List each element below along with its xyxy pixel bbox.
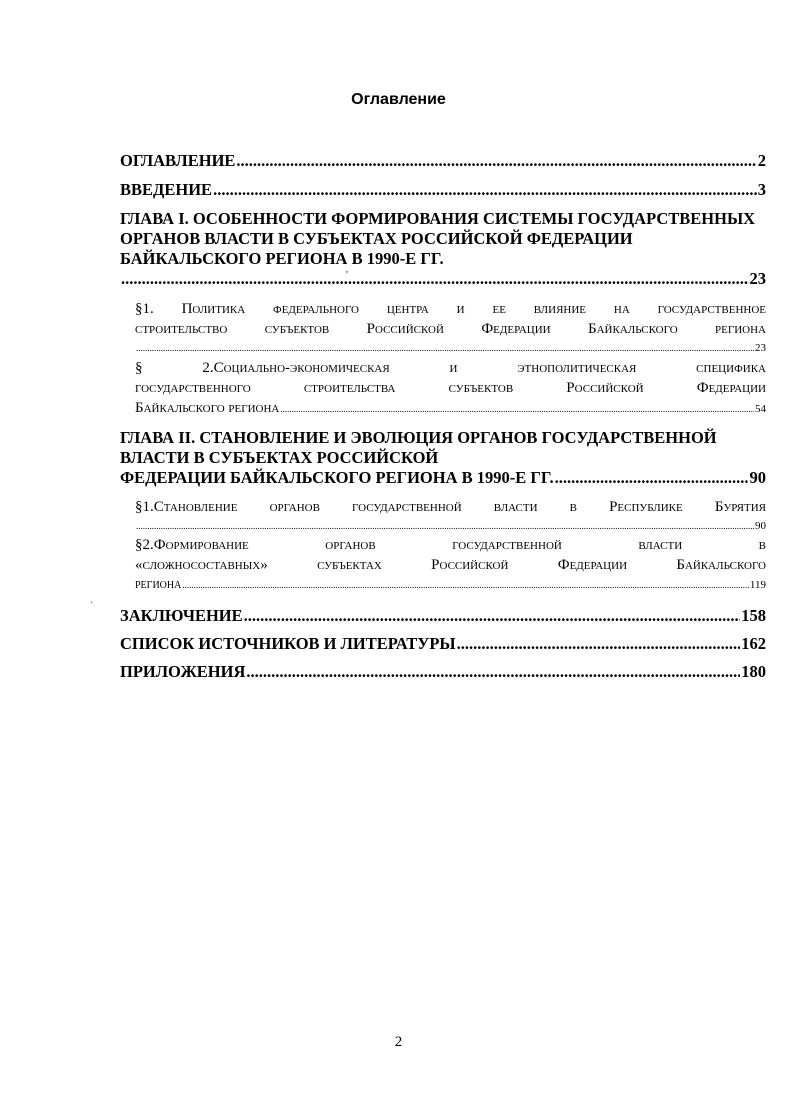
dot-leader bbox=[121, 269, 749, 289]
toc-entry-zaklyuchenie[interactable] bbox=[120, 606, 766, 626]
section-title-line-1: § 2.Социально-экономическая и этнополитическая специфика bbox=[135, 360, 766, 376]
dot-leader bbox=[280, 399, 754, 419]
toc-entry-page: 119 bbox=[749, 579, 766, 591]
chapter-2-title-line-1: ГЛАВА II. СТАНОВЛЕНИЕ И ЭВОЛЮЦИЯ ОРГАНОВ bbox=[120, 428, 538, 447]
section-title-line-2: «сложносоставных» субъектах Российской Федерации Байкальского bbox=[135, 557, 766, 573]
toc-entry-oglavlenie[interactable] bbox=[120, 151, 766, 171]
toc-entry-label: ПРИЛОЖЕНИЯ bbox=[120, 662, 246, 681]
dot-leader bbox=[244, 606, 741, 626]
toc-entry-page: 2 bbox=[757, 151, 766, 170]
toc-entry-ch1-section-2[interactable] bbox=[135, 358, 766, 418]
toc-entry-ch2-section-1[interactable] bbox=[135, 497, 766, 533]
dot-leader bbox=[136, 519, 754, 533]
chapter-1-title-line-2: ГОСУДАРСТВЕННЫХ ОРГАНОВ ВЛАСТИ В СУБЪЕКТАХ bbox=[120, 209, 756, 248]
toc-entry-vvedenie[interactable] bbox=[120, 180, 766, 200]
toc-entry-ch2-section-2[interactable] bbox=[135, 535, 766, 595]
dot-leader bbox=[136, 341, 754, 355]
dot-leader bbox=[457, 634, 741, 654]
section-title-line-3: Байкальского региона bbox=[135, 400, 280, 416]
toc-entry-page: 23 bbox=[749, 269, 766, 288]
toc-entry-spisok[interactable] bbox=[120, 634, 766, 654]
dot-leader bbox=[246, 662, 740, 682]
section-title-line-3: региона bbox=[135, 577, 182, 592]
chapter-2-title-line-3: ФЕДЕРАЦИИ БАЙКАЛЬСКОГО РЕГИОНА В 1990-Е ГГ. bbox=[120, 468, 554, 487]
toc-entry-page: 3 bbox=[757, 180, 766, 199]
chapter-1-title-line-3: РОССИЙСКОЙ ФЕДЕРАЦИИ БАЙКАЛЬСКОГО РЕГИОНА В 1990-Е ГГ. bbox=[120, 229, 633, 268]
toc-entry-label: ОГЛАВЛЕНИЕ bbox=[120, 151, 236, 170]
section-title-line-2: государственного строительства субъектов Российской Федерации bbox=[135, 380, 766, 396]
dot-leader bbox=[236, 151, 756, 171]
toc-entry-page: 162 bbox=[741, 634, 766, 653]
dot-leader bbox=[555, 468, 749, 488]
toc-entry-label: СПИСОК ИСТОЧНИКОВ И ЛИТЕРАТУРЫ bbox=[120, 634, 456, 653]
toc-entry-page: 90 bbox=[755, 520, 766, 532]
toc-entry-page: 54 bbox=[755, 403, 766, 415]
scan-speck: · bbox=[90, 598, 94, 609]
toc-entry-page: 158 bbox=[741, 606, 766, 625]
section-title-line-1: §1.Становление органов государственной власти в Республике Бурятия bbox=[135, 499, 766, 515]
section-title-line-2: строительство субъектов Российской Федерации Байкальского региона bbox=[135, 321, 766, 337]
toc-entry-ch1-section-1[interactable] bbox=[135, 299, 766, 355]
toc-entry-chapter-2[interactable] bbox=[120, 428, 766, 488]
page-number: 2 bbox=[394, 1034, 403, 1050]
toc-entry-page: 180 bbox=[741, 662, 766, 681]
toc-entry-label: ВВЕДЕНИЕ bbox=[120, 180, 213, 199]
toc-entry-page: 23 bbox=[755, 342, 766, 354]
chapter-1-title-line-1: ГЛАВА I. ОСОБЕННОСТИ ФОРМИРОВАНИЯ СИСТЕМЫ bbox=[120, 209, 574, 228]
chapter-2-title-line-2: ГОСУДАРСТВЕННОЙ ВЛАСТИ В СУБЪЕКТАХ РОССИЙСКОЙ bbox=[120, 428, 717, 467]
dot-leader bbox=[182, 575, 749, 595]
toc-entry-page: 90 bbox=[749, 468, 766, 487]
page-title: Оглавление bbox=[351, 91, 446, 108]
toc-entry-chapter-1[interactable] bbox=[120, 209, 766, 289]
toc-entry-prilozheniya[interactable] bbox=[120, 662, 766, 682]
section-title-line-1: §2.Формирование органов государственной власти в bbox=[135, 537, 766, 553]
dot-leader bbox=[213, 180, 757, 200]
toc-entry-label: ЗАКЛЮЧЕНИЕ bbox=[120, 606, 243, 625]
section-title-line-1: §1. Политика федерального центра и ее влияние на государственное bbox=[135, 301, 766, 317]
scan-tick: ' bbox=[346, 270, 348, 281]
